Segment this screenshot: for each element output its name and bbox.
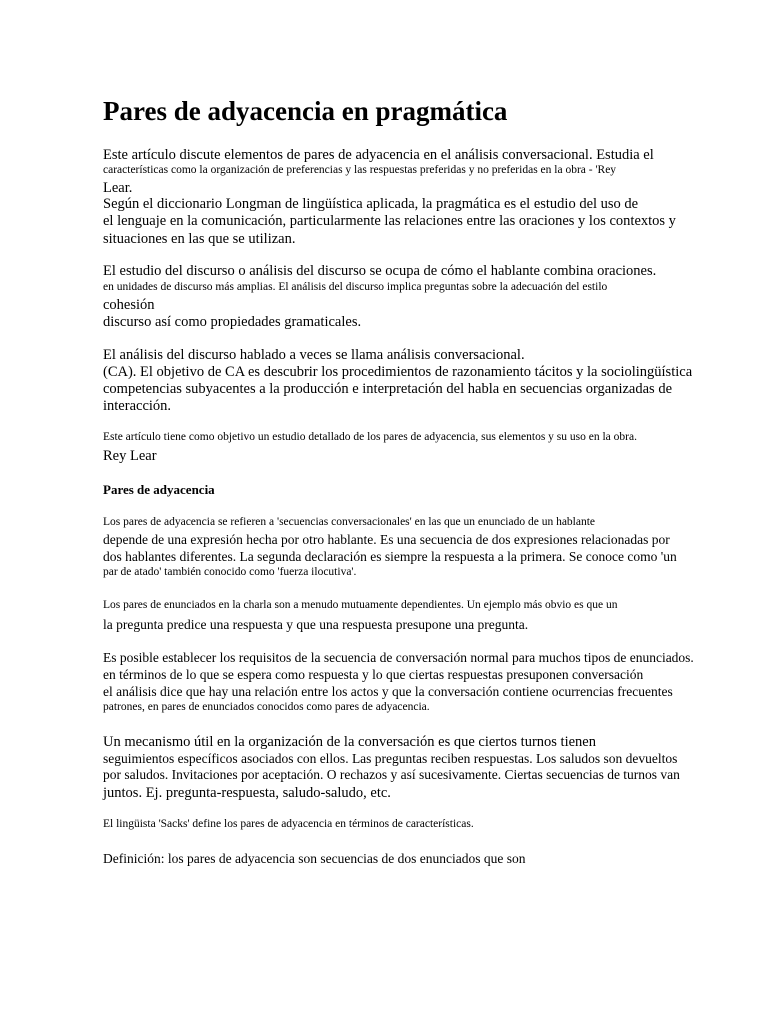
- text-line: seguimientos específicos asociados con ellos. Las preguntas reciben respuestas. Los saludos son devueltos: [103, 751, 678, 766]
- text-line: la pregunta predice una respuesta y que una respuesta presupone una pregunta.: [103, 617, 529, 632]
- text-line: Un mecanismo útil en la organización de la conversación es que ciertos turnos tienen: [103, 734, 596, 750]
- text-line: Es posible establecer los requisitos de la secuencia de conversación normal para muchos tipos de enunciados.: [103, 650, 694, 665]
- page-title: Pares de adyacencia en pragmática: [103, 96, 508, 126]
- text-line: (CA). El objetivo de CA es descubrir los procedimientos de razonamiento tácitos y la sociolingüística: [103, 364, 693, 380]
- text-line: interacción.: [103, 398, 172, 414]
- text-line: discurso así como propiedades gramaticales.: [103, 314, 362, 330]
- text-line: Lear.: [103, 180, 133, 196]
- text-line: El análisis del discurso hablado a veces se llama análisis conversacional.: [103, 347, 525, 363]
- text-line: en términos de lo que se espera como respuesta y lo que ciertas respuestas presuponen conversación: [103, 667, 644, 682]
- text-line: Definición: los pares de adyacencia son secuencias de dos enunciados que son: [103, 851, 526, 866]
- text-line: El estudio del discurso o análisis del discurso se ocupa de cómo el hablante combina oraciones.: [103, 263, 657, 279]
- text-line: características como la organización de preferencias y las respuestas preferidas y no preferidas en la obra - 'Rey: [103, 164, 617, 176]
- text-line: Rey Lear: [103, 448, 157, 464]
- text-line: Los pares de enunciados en la charla son a menudo mutuamente dependientes. Un ejemplo más obvio es que un: [103, 599, 618, 611]
- text-line: el lenguaje en la comunicación, particularmente las relaciones entre las oraciones y los contextos y: [103, 213, 676, 229]
- text-line: situaciones en las que se utilizan.: [103, 231, 296, 247]
- text-line: Este artículo discute elementos de pares de adyacencia en el análisis conversacional. Estudia el: [103, 147, 654, 163]
- section-heading: Pares de adyacencia: [103, 482, 215, 497]
- text-line: par de atado' también conocido como 'fuerza ilocutiva'.: [103, 566, 357, 578]
- text-line: Según el diccionario Longman de lingüística aplicada, la pragmática es el estudio del uso de: [103, 196, 639, 212]
- text-line: Los pares de adyacencia se refieren a 'secuencias conversacionales' en las que un enunciado de un hablante: [103, 516, 596, 528]
- text-line: patrones, en pares de enunciados conocidos como pares de adyacencia.: [103, 701, 430, 713]
- text-line: competencias subyacentes a la producción e interpretación del habla en secuencias organizadas de: [103, 381, 673, 397]
- text-line: en unidades de discurso más amplias. El análisis del discurso implica preguntas sobre la adecuación del estilo: [103, 281, 608, 293]
- text-line: dos hablantes diferentes. La segunda declaración es siempre la respuesta a la primera. Se conoce como 'un: [103, 549, 677, 564]
- text-line: depende de una expresión hecha por otro hablante. Es una secuencia de dos expresiones relacionadas por: [103, 532, 670, 547]
- text-line: Este artículo tiene como objetivo un estudio detallado de los pares de adyacencia, sus elementos y su uso en la obra.: [103, 431, 637, 443]
- text-line: por saludos. Invitaciones por aceptación. O rechazos y así sucesivamente. Ciertas secuencias de turnos van: [103, 767, 680, 782]
- text-line: el análisis dice que hay una relación entre los actos y que la conversación contiene ocurrencias frecuentes: [103, 684, 673, 699]
- text-line: juntos. Ej. pregunta-respuesta, saludo-saludo, etc.: [103, 785, 391, 801]
- text-line: El lingüista 'Sacks' define los pares de adyacencia en términos de características.: [103, 818, 474, 830]
- text-line: cohesión: [103, 297, 155, 313]
